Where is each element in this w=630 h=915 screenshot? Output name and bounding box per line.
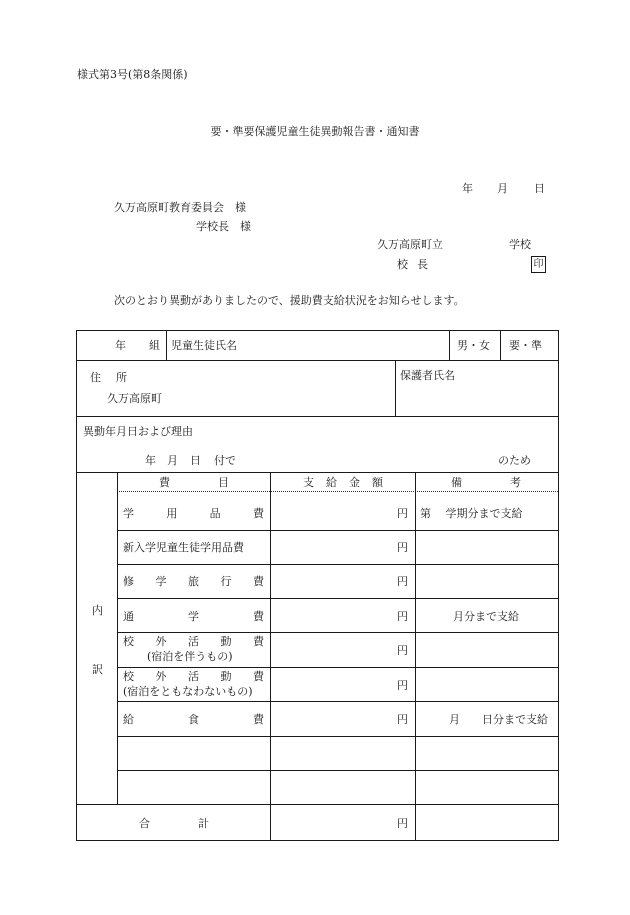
class-label: 組 (149, 339, 160, 352)
amount-header (303, 477, 383, 488)
expense-header-char: 費 (159, 476, 170, 489)
change-label: 異動年月日および理由 (83, 425, 193, 438)
year-label: 年 (115, 339, 126, 352)
row-3-unit: 円 (397, 575, 408, 588)
expense-header-char: 目 (218, 476, 229, 489)
sender-principal: 校長 (397, 258, 437, 271)
row-1-unit: 円 (397, 507, 408, 520)
document-title: 要・準要保護児童生徒異動報告書・通知書 (210, 125, 420, 138)
total-unit: 円 (397, 817, 408, 830)
breakdown-label-1: 内 (92, 604, 103, 617)
remarks-header-char: 備 (451, 476, 462, 489)
expense-school-trip: 修 学 旅 行 費 (123, 575, 264, 588)
expense-new-enrollment: 新入学児童生徒学用品費 (123, 541, 244, 554)
row-2-unit: 円 (397, 541, 408, 554)
address-value: 久万高原町 (107, 392, 162, 405)
row-6-unit: 円 (397, 679, 408, 692)
intro-text: 次のとおり異動がありましたので、援助費支給状況をお知らせします。 (114, 294, 465, 307)
amount-header-char: 給 (326, 476, 337, 489)
change-date-year: 年 (145, 454, 156, 467)
change-date-month: 月 (167, 454, 178, 467)
addressee-board: 久万高原町教育委員会 様 (114, 201, 246, 214)
remarks-header (451, 477, 521, 488)
row-1-remark: 第 学期分まで支給 (420, 507, 523, 520)
report-form (76, 330, 559, 841)
breakdown-label-2: 訳 (92, 663, 103, 676)
total-label: 合 計 (139, 817, 209, 830)
sender-school-suffix: 学校 (509, 238, 531, 251)
addressee-principal: 学校長 様 (196, 220, 251, 233)
change-date-day: 日 (190, 454, 201, 467)
date-day-label: 日 (534, 182, 545, 195)
seal-mark: 印 (531, 256, 546, 273)
date-month-label: 月 (497, 182, 508, 195)
row-7-remark: 月 日分まで支給 (449, 713, 548, 726)
category-label: 要・準 (509, 339, 542, 352)
row-7-unit: 円 (397, 713, 408, 726)
change-date-suffix: 付で (214, 454, 236, 467)
row-6-note: (宿泊をともなわないもの) (123, 685, 253, 698)
date-year-label: 年 (462, 182, 473, 195)
row-4-unit: 円 (397, 610, 408, 623)
guardian-name-label: 保護者氏名 (400, 369, 455, 382)
amount-header-char: 支 (303, 476, 314, 489)
address-label: 住 所 (90, 371, 129, 384)
sender-school-prefix: 久万高原町立 (377, 238, 443, 251)
expense-header (159, 477, 229, 488)
expense-school-supplies: 学 用 品 費 (123, 507, 264, 520)
expense-outside-activity-day: 校 外 活 動 費 (123, 670, 264, 683)
form-number: 様式第3号(第8条関係) (77, 68, 188, 81)
row-4-remark: 月分まで支給 (453, 610, 519, 623)
gender-label: 男・女 (457, 339, 490, 352)
amount-header-char: 額 (372, 476, 383, 489)
expense-outside-activity-overnight: 校 外 活 動 費 (123, 635, 264, 648)
expense-commuting: 通 学 費 (123, 610, 264, 623)
change-reason-suffix: のため (498, 454, 531, 467)
row-5-note: (宿泊を伴うもの) (147, 650, 233, 663)
expense-school-lunch: 給 食 費 (123, 713, 264, 726)
remarks-header-char: 考 (510, 476, 521, 489)
row-5-unit: 円 (397, 644, 408, 657)
student-name-label: 児童生徒氏名 (171, 339, 237, 352)
amount-header-char: 金 (349, 476, 360, 489)
